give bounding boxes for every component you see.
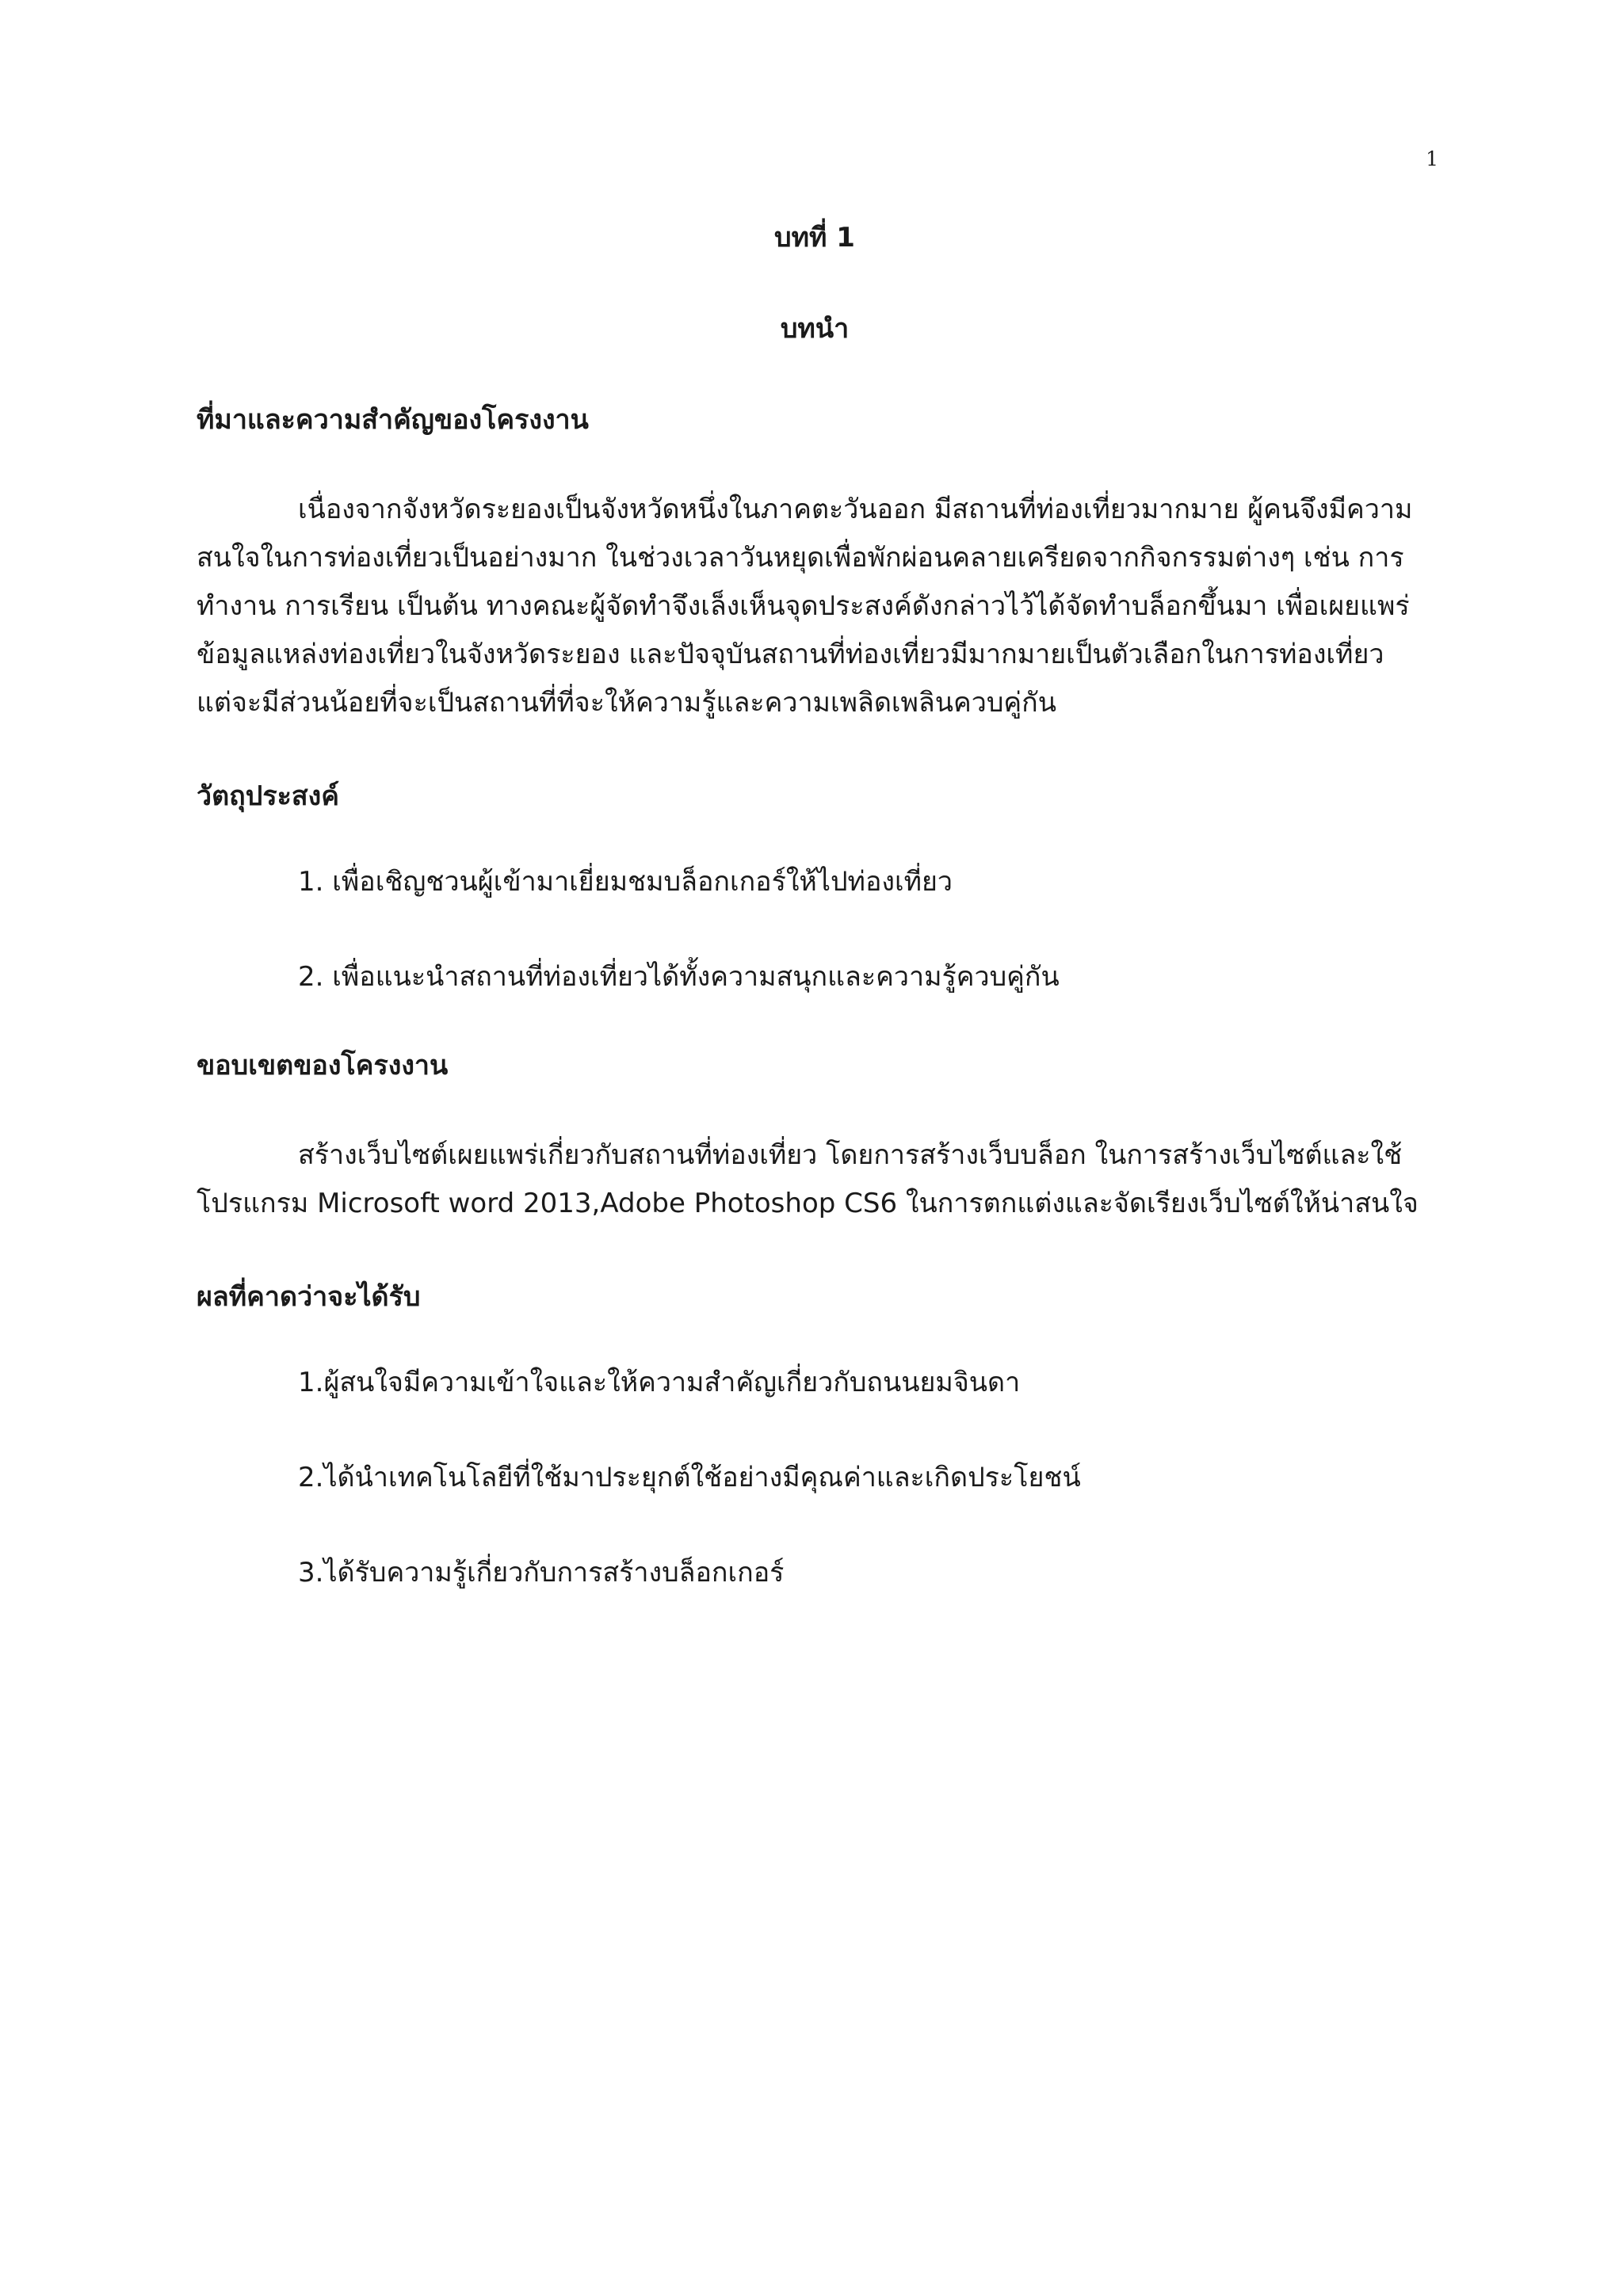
list-item: 1. เพื่อเชิญชวนผู้เข้ามาเยี่ยมชมบล็อกเกอร์ให้ไปท่องเที่ยว — [298, 866, 953, 898]
list-item: 3.ได้รับความรู้เกี่ยวกับการสร้างบล็อกเกอร์ — [298, 1557, 785, 1589]
paragraph-line: แต่จะมีส่วนน้อยที่จะเป็นสถานที่ที่จะให้ความรู้และความเพลิดเพลินควบคู่กัน — [197, 687, 1056, 719]
document-body — [197, 218, 1433, 1642]
list-item: 2.ได้นำเทคโนโลยีที่ใช้มาประยุกต์ใช้อย่างมีคุณค่าและเกิดประโยชน์ — [298, 1462, 1081, 1493]
chapter-title: บทที่ 1 — [774, 222, 855, 254]
paragraph-line: ข้อมูลแหล่งท่องเที่ยวในจังหวัดระยอง และปัจจุบันสถานที่ท่องเที่ยวมีมากมายเป็นตัวเลือกในการท่องเที่ยว — [197, 639, 1384, 670]
section-heading-objectives: วัตถุประสงค์ — [197, 780, 339, 812]
paragraph-line: โปรแกรม Microsoft word 2013,Adobe Photoshop CS6 ในการตกแต่งและจัดเรียงเว็บไซต์ให้น่าสนใจ — [197, 1188, 1419, 1219]
section-heading-expected-results: ผลที่คาดว่าจะได้รับ — [197, 1281, 421, 1313]
paragraph-background — [197, 486, 1433, 727]
list-item: 2. เพื่อแนะนำสถานที่ท่องเที่ยวได้ทั้งความสนุกและความรู้ควบคู่กัน — [298, 961, 1060, 993]
paragraph-line: ทำงาน การเรียน เป็นต้น ทางคณะผู้จัดทำจึงเล็งเห็นจุดประสงค์ดังกล่าวไว้ได้จัดทำบล็อกขึ้นมา เพื่อเผยแพร่ — [197, 590, 1410, 622]
list-item: 1.ผู้สนใจมีความเข้าใจและให้ความสำคัญเกี่ยวกับถนนยมจินดา — [298, 1367, 1021, 1398]
paragraph-scope — [197, 1131, 1433, 1228]
section-heading-background: ที่มาและความสำคัญของโครงงาน — [197, 404, 589, 436]
section-heading-scope: ขอบเขตของโครงงาน — [197, 1050, 449, 1081]
paragraph-line: สนใจในการท่องเที่ยวเป็นอย่างมาก ในช่วงเวลาวันหยุดเพื่อพักผ่อนคลายเครียดจากกิจกรรมต่างๆ เช่น การ — [197, 542, 1404, 574]
objectives-list — [197, 862, 1433, 997]
paragraph-line: เนื่องจากจังหวัดระยองเป็นจังหวัดหนึ่งในภาคตะวันออก มีสถานที่ท่องเที่ยวมากมาย ผู้คนจึงมีความ — [298, 494, 1413, 525]
paragraph-line: สร้างเว็บไซต์เผยแพร่เกี่ยวกับสถานที่ท่องเที่ยว โดยการสร้างเว็บบล็อก ในการสร้างเว็บไซต์และใช้ — [298, 1139, 1403, 1171]
page-number: 1 — [1426, 147, 1438, 170]
expected-results-list — [197, 1363, 1433, 1592]
chapter-subtitle: บทนำ — [780, 313, 850, 345]
